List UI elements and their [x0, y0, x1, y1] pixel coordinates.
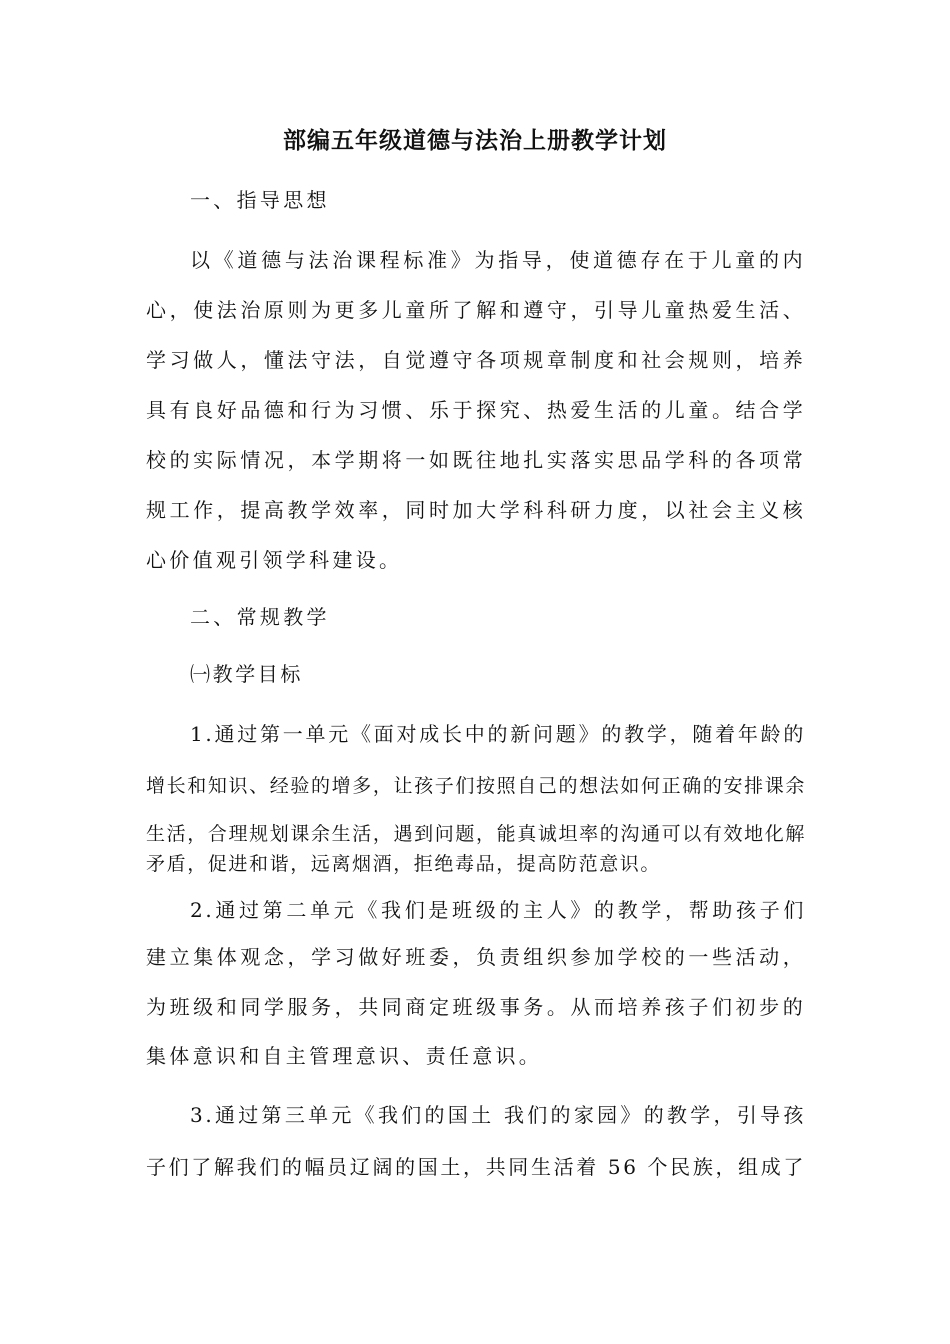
paragraph-line: 2.通过第二单元《我们是班级的主人》的教学，帮助孩子们 — [190, 898, 806, 922]
paragraph-line: 为班级和同学服务，共同商定班级事务。从而培养孩子们初步的 — [146, 995, 806, 1019]
paragraph-line: 增长和知识、经验的增多，让孩子们按照自己的想法如何正确的安排课余 — [146, 775, 806, 797]
document-title: 部编五年级道德与法治上册教学计划 — [283, 128, 667, 154]
paragraph-line: 规工作，提高教学效率，同时加大学科科研力度，以社会主义核 — [146, 498, 806, 522]
paragraph-line: 矛盾，促进和谐，远离烟酒，拒绝毒品，提高防范意识。 — [146, 853, 662, 875]
section-heading-guiding-thought: 一、指导思想 — [190, 188, 330, 212]
paragraph-line: 心，使法治原则为更多儿童所了解和遵守，引导儿童热爱生活、 — [146, 298, 806, 322]
section-heading-regular-teaching: 二、常规教学 — [190, 605, 330, 629]
paragraph-line: 以《道德与法治课程标准》为指导，使道德存在于儿童的内 — [190, 248, 806, 272]
paragraph-line: 具有良好品德和行为习惯、乐于探究、热爱生活的儿童。结合学 — [146, 398, 806, 422]
paragraph-line: 3.通过第三单元《我们的国土 我们的家园》的教学，引导孩 — [190, 1103, 806, 1127]
paragraph-line: 建立集体观念，学习做好班委，负责组织参加学校的一些活动， — [146, 945, 806, 969]
paragraph-line: 学习做人，懂法守法，自觉遵守各项规章制度和社会规则，培养 — [146, 348, 806, 372]
paragraph-line: 校的实际情况，本学期将一如既往地扎实落实思品学科的各项常 — [146, 448, 806, 472]
paragraph-line: 集体意识和自主管理意识、责任意识。 — [146, 1044, 543, 1068]
subsection-heading-teaching-goals: ㈠教学目标 — [190, 662, 303, 686]
paragraph-line: 心价值观引领学科建设。 — [146, 548, 403, 572]
paragraph-line: 子们了解我们的幅员辽阔的国土，共同生活着 56 个民族，组成了 — [146, 1155, 806, 1179]
paragraph-line: 生活，合理规划课余生活，遇到问题，能真诚坦率的沟通可以有效地化解 — [146, 823, 806, 845]
paragraph-line: 1.通过第一单元《面对成长中的新问题》的教学，随着年龄的 — [190, 722, 806, 746]
